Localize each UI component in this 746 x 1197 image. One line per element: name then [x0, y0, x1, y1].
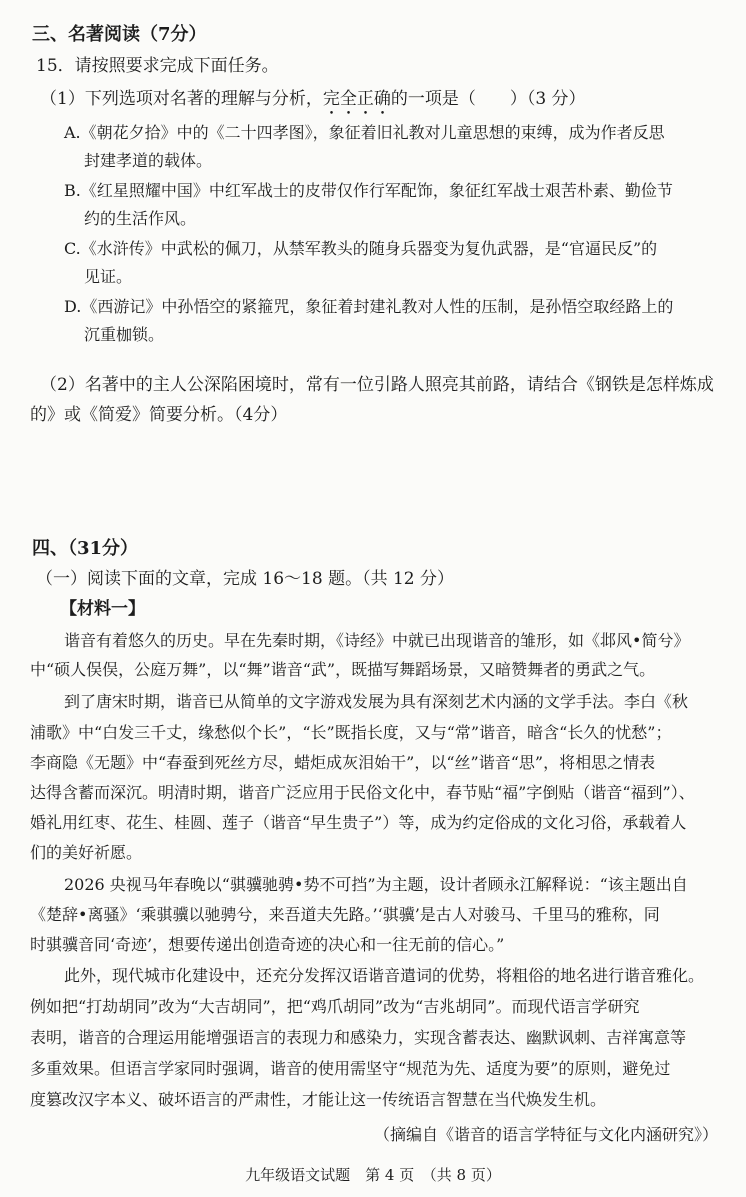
passage-line: 到了唐宋时期，谐音已从简单的文字游戏发展为具有深刻艺术内涵的文学手法。李白《秋: [64, 692, 689, 711]
passage-line: 度篡改汉字本义、破坏语言的严肃性，才能让这一传统语言智慧在当代焕发生机。: [30, 1090, 607, 1109]
option-c-line1: C.《水浒传》中武松的佩刀，从禁军教头的随身兵器变为复仇武器，是“官逼民反”的: [64, 239, 658, 258]
passage-line: 2026 央视马年春晚以“骐骥驰骋•势不可挡”为主题，设计者顾永江解释说：“该主题出自: [64, 875, 688, 894]
question15-2-line1: （2）名著中的主人公深陷困境时，常有一位引路人照亮其前路，请结合《钢铁是怎样炼成: [40, 375, 714, 395]
passage-line: 们的美好祈愿。: [30, 843, 143, 862]
passage-line: 达得含蓄而深沉。明清时期，谐音广泛应用于民俗文化中，春节贴“福”字倒贴（谐音“福到”）、: [30, 783, 695, 802]
option-d-line2: 沉重枷锁。: [84, 325, 165, 344]
passage-line: 表明，谐音的合理运用能增强语言的表现力和感染力，实现含蓄表达、幽默讽刺、吉祥寓意等: [30, 1028, 687, 1047]
section4-subheading: （一）阅读下面的文章，完成 16～18 题。（共 12 分）: [36, 569, 455, 589]
passage-line: 《楚辞•离骚》‘乘骐骥以驰骋兮，来吾道夫先路。’‘骐骥’是古人对骏马、千里马的雅称，同: [30, 905, 660, 924]
question15-2-line2: 的》或《简爱》简要分析。（4分）: [30, 405, 288, 425]
page-footer: 九年级语文试题 第 4 页 （共 8 页）: [245, 1166, 501, 1184]
option-a-line2: 封建孝道的载体。: [84, 151, 213, 170]
passage-line: 李商隐《无题》中“春蚕到死丝方尽，蜡炬成灰泪始干”，以“丝”谐音“思”，将相思之情表: [30, 753, 656, 772]
option-a-line1: A.《朝花夕拾》中的《二十四孝图》，象征着旧礼教对儿童思想的束缚，成为作者反思: [64, 123, 665, 142]
option-c-line2: 见证。: [84, 267, 133, 286]
q1-stem-suffix: 的一项是（ ）（3 分）: [390, 89, 586, 109]
passage-line: 多重效果。但语言学家同时强调，谐音的使用需坚守“规范为先、适度为要”的原则，避免过: [30, 1059, 671, 1078]
passage-line: 时骐骥音同‘奇迹’，想要传递出创造奇迹的决心和一往无前的信心。”: [30, 935, 505, 954]
passage-line: 中“硕人俣俣，公庭万舞”，以“舞”谐音“武”，既描写舞蹈场景，又暗赞舞者的勇武之气。: [30, 660, 656, 679]
question15-1-stem: [40, 88, 586, 119]
option-d-line1: D.《西游记》中孙悟空的紧箍咒，象征着封建礼教对人性的压制，是孙悟空取经路上的: [64, 297, 674, 316]
section4-heading: 四、（31分）: [32, 538, 139, 559]
passage-line: 此外，现代城市化建设中，还充分发挥汉语谐音遣词的优势，将粗俗的地名进行谐音雅化。: [64, 966, 705, 985]
passage-line: 浦歌》中“白发三千丈，缘愁似个长”，“长”既指长度，又与“常”谐音，暗含“长久的忧愁”；: [30, 723, 672, 742]
q1-stem-prefix: （1）下列选项对名著的理解与分析，: [40, 89, 323, 109]
material-one-title: 【材料一】: [60, 599, 145, 619]
passage-source: （摘编自《谐音的语言学特征与文化内涵研究》）: [373, 1125, 718, 1144]
section3-heading: 三、名著阅读（7分）: [32, 24, 207, 45]
option-b-line1: B.《红星照耀中国》中红军战士的皮带仅作行军配饰，象征红军战士艰苦朴素、勤俭节: [64, 181, 673, 200]
option-b-line2: 约的生活作风。: [84, 209, 197, 228]
passage-line: 谐音有着悠久的历史。早在先秦时期，《诗经》中就已出现谐音的雏形，如《邶风•简兮》: [64, 631, 690, 650]
passage-line: 例如把“打劫胡同”改为“大吉胡同”，把“鸡爪胡同”改为“吉兆胡同”。而现代语言学研究: [30, 997, 640, 1016]
q1-stem-emphasis: 完全正确: [322, 89, 391, 109]
question15-stem: 15．请按照要求完成下面任务。: [36, 56, 279, 76]
passage-line: 婚礼用红枣、花生、桂圆、莲子（谐音“早生贵子”）等，成为约定俗成的文化习俗，承载着人: [30, 813, 687, 832]
